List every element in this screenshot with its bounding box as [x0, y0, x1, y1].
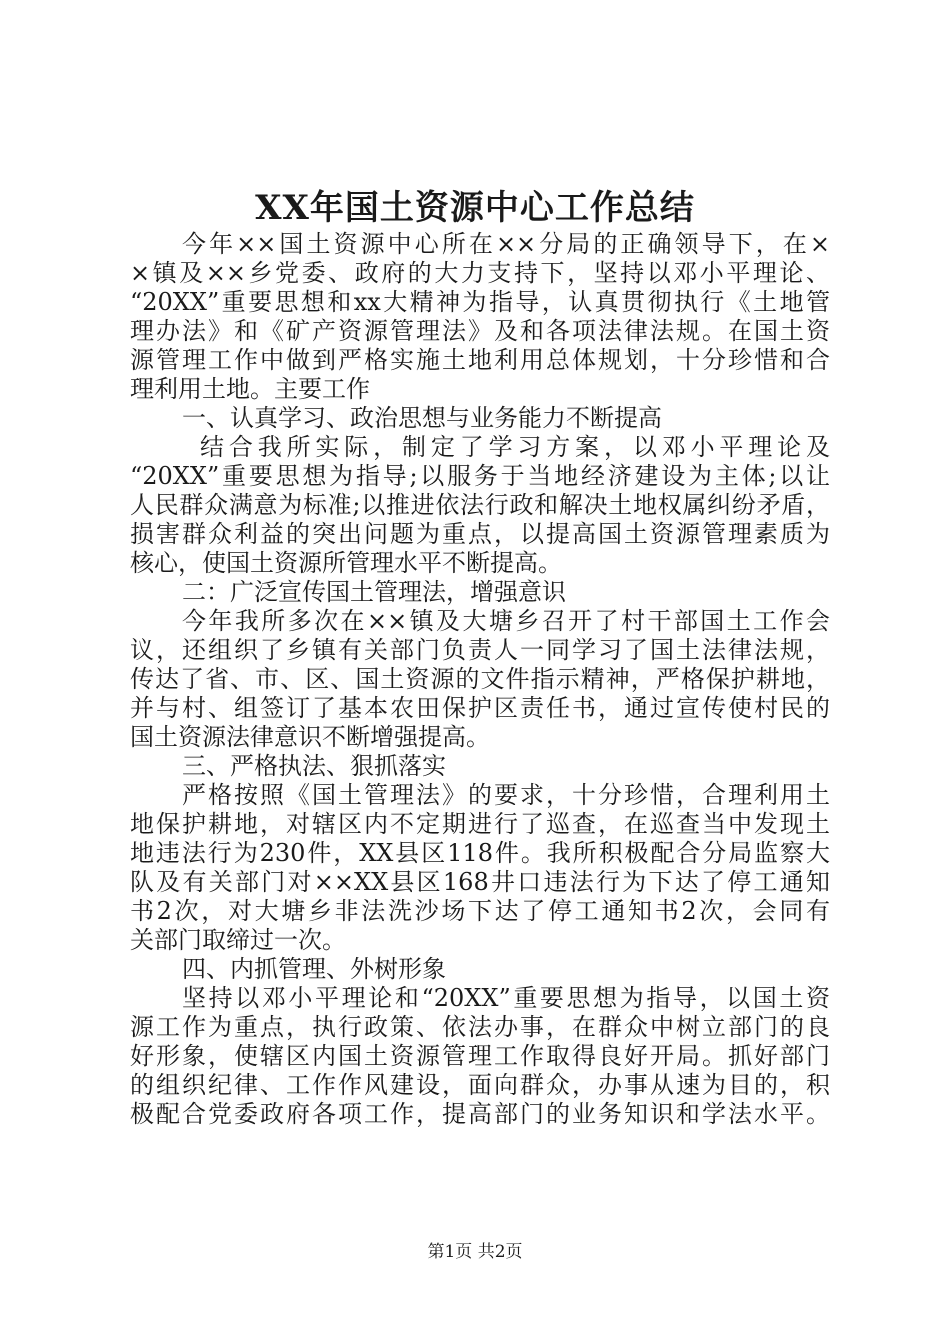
body-line: 严格按照《国土管理法》的要求，十分珍惜，合理利用土	[182, 781, 830, 809]
document-title: XX年国土资源中心工作总结	[255, 188, 695, 228]
body-line: “20XX”重要思想和xx大精神为指导，认真贯彻执行《土地管	[130, 288, 830, 316]
section-heading: 三、严格执法、狠抓落实	[182, 752, 446, 780]
body-line: 并与村、组签订了基本农田保护区责任书，通过宣传使村民的	[130, 694, 830, 722]
body-line: 源管理工作中做到严格实施土地利用总体规划，十分珍惜和合	[130, 346, 830, 374]
body-line: 关部门取缔过一次。	[130, 926, 346, 954]
section-heading: 二：广泛宣传国土管理法，增强意识	[182, 578, 566, 606]
body-line: 的组织纪律、工作作风建设，面向群众，办事从速为目的，积	[130, 1071, 830, 1099]
section-heading: 四、内抓管理、外树形象	[182, 955, 446, 983]
body-line: 国土资源法律意识不断增强提高。	[130, 723, 490, 751]
body-line: 理利用土地。主要工作	[130, 375, 370, 403]
body-line: 地违法行为230件，XX县区118件。我所积极配合分局监察大	[130, 839, 830, 867]
page-number: 第1页 共2页	[427, 1242, 523, 1262]
document-body	[130, 230, 830, 1129]
body-line: 议，还组织了乡镇有关部门负责人一同学习了国土法律法规，	[130, 636, 830, 664]
body-line: ×镇及××乡党委、政府的大力支持下，坚持以邓小平理论、	[130, 259, 830, 287]
body-line: 今年我所多次在××镇及大塘乡召开了村干部国土工作会	[182, 607, 830, 635]
body-line: 极配合党委政府各项工作，提高部门的业务知识和学法水平。	[130, 1100, 830, 1128]
body-line: 核心，使国土资源所管理水平不断提高。	[130, 549, 562, 577]
body-line: 书2次，对大塘乡非法洗沙场下达了停工通知书2次，会同有	[130, 897, 830, 925]
body-line: 队及有关部门对××XX县区168井口违法行为下达了停工通知	[130, 868, 830, 896]
body-line: 坚持以邓小平理论和“20XX”重要思想为指导，以国土资	[182, 984, 830, 1012]
body-line: 今年××国土资源中心所在××分局的正确领导下，在×	[182, 230, 830, 258]
section-heading: 一、认真学习、政治思想与业务能力不断提高	[182, 404, 662, 432]
body-line: 结合我所实际，制定了学习方案，以邓小平理论及	[200, 433, 830, 461]
body-line: 损害群众利益的突出问题为重点，以提高国土资源管理素质为	[130, 520, 830, 548]
body-line: 传达了省、市、区、国土资源的文件指示精神，严格保护耕地，	[130, 665, 830, 693]
body-line: 源工作为重点，执行政策、依法办事，在群众中树立部门的良	[130, 1013, 830, 1041]
body-line: 理办法》和《矿产资源管理法》及和各项法律法规。在国土资	[130, 317, 830, 345]
body-line: 地保护耕地，对辖区内不定期进行了巡查，在巡查当中发现土	[130, 810, 830, 838]
body-line: “20XX”重要思想为指导;以服务于当地经济建设为主体;以让	[130, 462, 830, 490]
body-line: 人民群众满意为标准;以推进依法行政和解决土地权属纠纷矛盾，	[130, 491, 830, 519]
body-line: 好形象，使辖区内国土资源管理工作取得良好开局。抓好部门	[130, 1042, 830, 1070]
